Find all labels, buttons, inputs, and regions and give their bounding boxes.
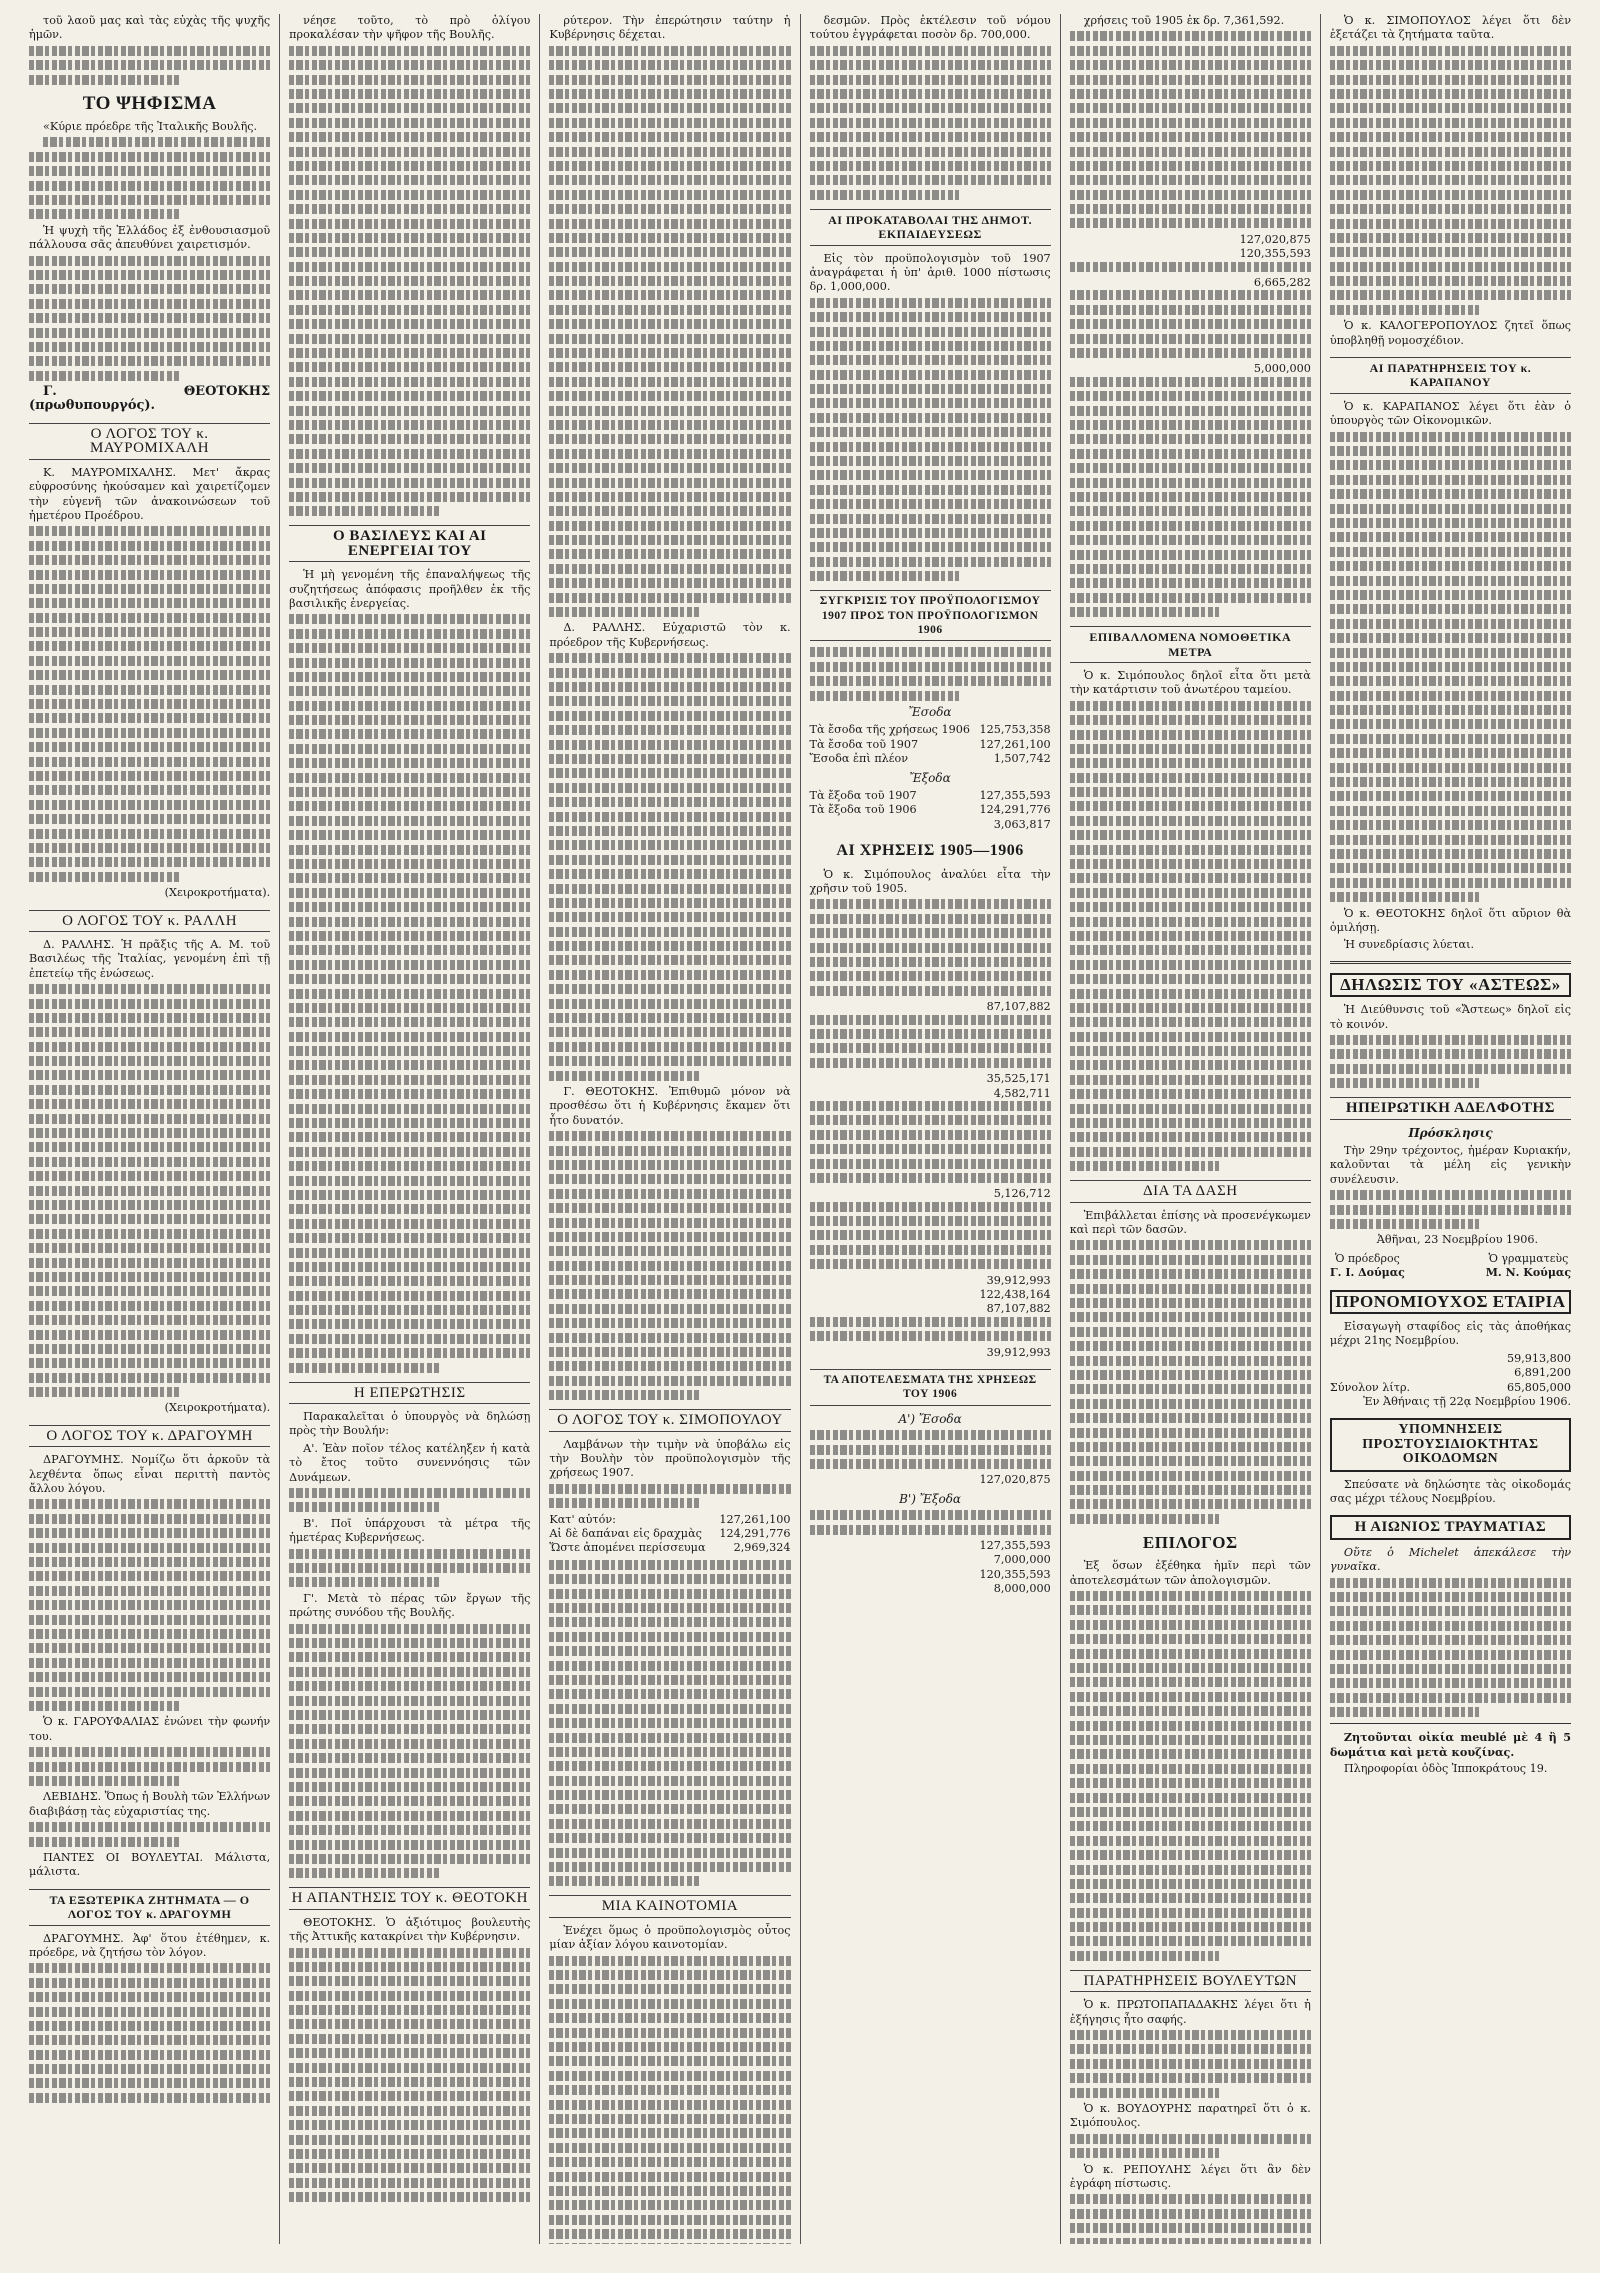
ralli-reply: Δ. ΡΑΛΛΗΣ. Εὐχαριστῶ τὸν κ. πρόεδρον τῆς Κυβερνήσεως.	[549, 621, 791, 649]
chr-row-1: 87,107,882	[986, 1000, 1051, 1014]
das-p1: Ἐπιβάλλεται ἐπίσης νὰ προσενέγκωμεν καὶ περὶ τῶν δασῶν.	[1069, 1208, 1311, 1237]
heading-apantisis: Η ΑΠΑΝΤΗΣΙΣ ΤΟΥ κ. ΘΕΟΤΟΚΗ	[289, 1887, 530, 1909]
theotokis-note: Ὁ κ. ΘΕΟΤΟΚΗΣ δηλοῖ ὅτι αὔριον θὰ ὁμιλήσῃ.	[1329, 906, 1572, 934]
heading-vasileis: Ο ΒΑΣΙΛΕΥΣ ΚΑΙ ΑΙ ΕΝΕΡΓΕΙΑΙ ΤΟΥ	[289, 525, 530, 562]
heading-simopoulos: Ο ΛΟΓΟΣ ΤΟΥ κ. ΣΙΜΟΠΟΥΛΟΥ	[549, 1409, 790, 1431]
heading-apotelesmata: ΤΑ ΑΠΟΤΕΛΕΣΜΑΤΑ ΤΗΣ ΧΡΗΣΕΩΣ ΤΟΥ 1906	[810, 1369, 1051, 1406]
heading-chriseis: ΑΙ ΧΡΗΣΕΙΣ 1905—1906	[836, 842, 1024, 860]
et-row-2: 6,891,200	[1514, 1366, 1572, 1380]
column-5	[1060, 14, 1320, 2244]
epil-p1: Ἐξ ὅσων ἐξέθηκα ἡμῖν περὶ τῶν ἀποτελεσμάτων τῶν ἀπολογισμῶν.	[1069, 1559, 1311, 1587]
zitountai-addr: Πληροφορίαι ὁδὸς Ἱπποκράτους 19.	[1343, 1762, 1548, 1776]
chr-row-6: 122,438,164	[979, 1288, 1051, 1302]
heading-epiroteis: Η ΕΠΕΡΩΤΗΣΙΣ	[289, 1382, 530, 1404]
adel-p1: Τὴν 29ην τρέχοντος, ἡμέραν Κυριακήν, καλοῦνται τὰ μέλη εἰς γενικὴν συνέλευσιν.	[1329, 1143, 1572, 1186]
heading-etairia: ΠΡΟΝΟΜΙΟΥΧΟΣ ΕΤΑΙΡΙΑ	[1330, 1290, 1571, 1314]
psifisma-p2: Ἡ ψυχὴ τῆς Ἑλλάδος ἐξ ἐνθουσιασμοῦ πάλλουσα σᾶς ἀπευθύνει χαιρετισμόν.	[29, 223, 271, 252]
chr-row-3: 4,582,711	[993, 1086, 1051, 1100]
col5-row-2: 120,355,593	[1239, 247, 1311, 261]
exot-p1: ΔΡΑΓΟΥΜΗΣ. Ἀφ' ὅτου ἐτέθημεν, κ. πρόεδρε, νὰ ζητήσω τὸν λόγον.	[29, 1931, 271, 1959]
par-p3: Ὁ κ. ΡΕΠΟΥΛΗΣ λέγει ὅτι ἂν δὲν ἐγράφη πίστωσις.	[1069, 2162, 1311, 2191]
epir-b: Β'. Ποῖ ὑπάρχουσι τὰ μέτρα τῆς ἡμετέρας Κυβερνήσεως.	[289, 1516, 531, 1545]
kain-p1: Ἐνέχει ὅμως ὁ προϋπολογισμὸς οὗτος μίαν ἀξίαν λόγου καινοτομίαν.	[549, 1923, 791, 1952]
cmp-row-4: Τὰ ἔξοδα τοῦ 1907 127,355,593	[809, 788, 1051, 802]
heading-nomothetika: ΕΠΙΒΑΛΛΟΜΕΝΑ ΝΟΜΟΘΕΤΙΚΑ ΜΕΤΡΑ	[1070, 626, 1311, 663]
epir-a: Α'. Ἐὰν ποῖον τέλος κατέληξεν ἡ κατὰ τὸ ἔτος τοῦτο συνεννόησις τῶν Δυνάμεων.	[289, 1441, 531, 1484]
heading-sygkrisis: ΣΥΓΚΡΙΣΙΣ ΤΟΥ ΠΡΟΫΠΟΛΟΓΙΣΜΟΥ 1907 ΠΡΟΣ ΤΟΝ ΠΡΟΫΠΟΛΟΓΙΣΜΟΝ 1906	[810, 590, 1051, 641]
heading-psifisma: ΤΟ ΨΗΦΙΣΜΑ	[82, 92, 217, 114]
column-6	[1320, 14, 1580, 2244]
et-date: Ἐν Ἀθήναις τῇ 22ᾳ Νοεμβρίου 1906.	[1363, 1395, 1572, 1409]
garoufalias: Ὁ κ. ΓΑΡΟΥΦΑΛΙΑΣ ἐνώνει τὴν φωνήν του.	[29, 1715, 271, 1743]
par-p1: Ὁ κ. ΠΡΩΤΟΠΑΠΑΔΑΚΗΣ λέγει ὅτι ἡ ἐξήγησις ἦτο σαφής.	[1069, 1998, 1311, 2026]
lysis: Ἡ συνεδρίασις λύεται.	[1343, 938, 1475, 952]
heading-prokatavolai: ΑΙ ΠΡΟΚΑΤΑΒΟΛΑΙ ΤΗΣ ΔΗΜΟΤ. ΕΚΠΑΙΔΕΥΣΕΩΣ	[810, 209, 1051, 246]
budget-row-expenses: Αἱ δὲ δαπάναι εἰς δραχμὰς 124,291,776	[549, 1527, 791, 1541]
chr-row-2: 35,525,171	[986, 1072, 1051, 1086]
col6-p1: Ὁ κ. ΣΙΜΟΠΟΥΛΟΣ λέγει ὅτι δὲν ἐξετάζει τὰ ζητήματα ταῦτα.	[1329, 14, 1572, 42]
column-1	[20, 14, 279, 2244]
cmp-row-3: Ἔσοδα ἐπὶ πλέον 1,507,742	[809, 752, 1051, 766]
col3-p1: ρύτερον. Τὴν ἐπερώτησιν ταύτην ἡ Κυβέρνησις δέχεται.	[549, 14, 791, 42]
pantes: ΠΑΝΤΕΣ ΟΙ ΒΟΥΛΕΥΤΑΙ. Μάλιστα, μάλιστα.	[29, 1850, 271, 1879]
theotokis-reply: Γ. ΘΕΟΤΟΚΗΣ. Ἐπιθυμῶ μόνον νὰ προσθέσω ὅτι ἡ Κυβέρνησις ἔκαμεν ὅτι ἦτο δυνατόν.	[549, 1084, 791, 1127]
chr-row-7: 87,107,882	[986, 1302, 1051, 1316]
cmp-row-5: Τὰ ἔξοδα τοῦ 1906 124,291,776	[809, 803, 1051, 817]
adel-sign-b: Ὁ γραμματεὺς Μ. Ν. Κούμας	[1485, 1251, 1572, 1280]
opening-text: τοῦ λαοῦ μας καὶ τὰς εὐχὰς τῆς ψυχῆς ἡμῶν.	[29, 14, 271, 42]
heading-dilosis: ΔΗΛΩΣΙΣ ΤΟΥ «ΑΣΤΕΩΣ»	[1330, 973, 1571, 997]
chr-row-8: 39,912,993	[986, 1345, 1051, 1359]
epir-c: Γ'. Μετὰ τὸ πέρας τῶν ἔργων τῆς πρώτης συνόδου τῆς Βουλῆς.	[289, 1591, 531, 1620]
chr-row-4: 5,126,712	[993, 1187, 1051, 1201]
heading-paratiriseis: ΠΑΡΑΤΗΡΗΣΕΙΣ ΒΟΥΛΕΥΤΩΝ	[1070, 1970, 1311, 1992]
col5-p1: χρήσεις τοῦ 1905 ἐκ δρ. 7,361,592.	[1083, 14, 1285, 27]
column-4	[800, 14, 1060, 2244]
budget-row-revenue: Κατ' αὐτόν: 127,261,100	[549, 1512, 791, 1526]
epir-intro: Παρακαλεῖται ὁ ὑπουργὸς νὰ δηλώσῃ πρὸς τὴν Βουλήν:	[289, 1410, 531, 1438]
psifisma-p1: «Κύριε πρόεδρε τῆς Ἰταλικῆς Βουλῆς.	[43, 120, 258, 133]
heading-kainotomia: ΜΙΑ ΚΑΙΝΟΤΟΜΙΑ	[549, 1895, 790, 1917]
apot-row-4: 120,355,593	[979, 1567, 1051, 1581]
heading-ypomniseis: ΥΠΟΜΝΗΣΕΙΣ ΠΡΟΣΤΟΥΣΙΔΙΟΚΤΗΤΑΣ ΟΙΚΟΔΟΜΩΝ	[1330, 1418, 1571, 1471]
et-p1: Εἰσαγωγὴ σταφίδος εἰς τὰς ἀποθήκας μέχρι 21ης Νοεμβρίου.	[1329, 1320, 1572, 1348]
et-row-1: 59,913,800	[1506, 1351, 1572, 1365]
prosklisis: Πρόσκλησις	[1408, 1125, 1493, 1140]
zitountai: Ζητοῦνται οἰκία meublé μὲ 4 ἢ 5 δωμάτια καὶ μετὰ κουζίνας.	[1329, 1730, 1572, 1759]
heading-epilogos: ΕΠΙΛΟΓΟΣ	[1142, 1532, 1238, 1552]
signature: Γ. ΘΕΟΤΟΚΗΣ (πρωθυπουργός).	[29, 384, 271, 414]
prok-p1: Εἰς τὸν προϋπολογισμὸν τοῦ 1907 ἀναγράφεται ἡ ὑπ' ἀριθ. 1000 πίστωσις δρ. 1,000,000.	[809, 251, 1051, 294]
budget-row-surplus: Ὥστε ἀπομένει περίσσευμα 2,969,324	[549, 1541, 791, 1555]
cmp-row-6: 3,063,817	[993, 817, 1051, 831]
mavro-p1: Κ. ΜΑΥΡΟΜΙΧΑΛΗΣ. Μετ' ἄκρας εὐφροσύνης ἠκούσαμεν καὶ χαιρετίζομεν τὴν εὐγενῆ τῶν ἀνακοινώσεων τοῦ ἡμετέρου Προέδρου.	[29, 465, 271, 522]
levidis: ΛΕΒΙΔΗΣ. Ὅπως ἡ Βουλὴ τῶν Ἑλλήνων διαβιβάσῃ τὰς εὐχαριστίας της.	[29, 1790, 271, 1818]
col5-row-1: 127,020,875	[1239, 232, 1311, 246]
kalogeropoulos: Ὁ κ. ΚΑΛΟΓΕΡΟΠΟΥΛΟΣ ζητεῖ ὅπως ὑποβληθῇ νομοσχέδιον.	[1329, 319, 1572, 347]
heading-karapanou: ΑΙ ΠΑΡΑΤΗΡΗΣΕΙΣ ΤΟΥ κ. ΚΑΡΑΠΑΝΟΥ	[1330, 357, 1571, 394]
vas-p1: Ἡ μὴ γενομένη τῆς ἐπαναλήψεως τῆς συζητήσεως ἀπόφασις προῆλθεν ἐκ τῆς βασιλικῆς ἐνεργείας.	[289, 568, 531, 610]
apot-row-2: 127,355,593	[979, 1539, 1051, 1553]
heading-exoteriki: ΤΑ ΕΞΩΤΕΡΙΚΑ ΖΗΤΗΜΑΤΑ — Ο ΛΟΓΟΣ ΤΟΥ κ. ΔΡΑΓΟΥΜΗ	[29, 1889, 270, 1926]
sub-a-esoda: Α') Ἔσοδα	[898, 1411, 962, 1426]
cmp-row-2: Τὰ ἔσοδα τοῦ 1907 127,261,100	[809, 737, 1051, 751]
trav-p1: Οὔτε ὁ Michelet ἀπεκάλεσε τὴν γυναῖκα.	[1329, 1545, 1572, 1574]
adel-signatures	[1330, 1252, 1571, 1281]
apot-row-1: 127,020,875	[979, 1473, 1051, 1487]
col2-p1: νέησε τοῦτο, τὸ πρὸ ὀλίγου προκαλέσαν τὴν ψῆφον τῆς Βουλῆς.	[289, 14, 531, 42]
newspaper-page	[20, 14, 1580, 2244]
col5-row-3: 6,665,282	[1253, 276, 1311, 290]
cmp-row-1: Τὰ ἔσοδα τῆς χρήσεως 1906 125,753,358	[809, 723, 1051, 737]
sub-esoda-1: Ἔσοδα	[908, 704, 952, 719]
apant-p1: ΘΕΟΤΟΚΗΣ. Ὁ ἀξιότιμος βουλευτὴς τῆς Ἀττικῆς κατακρίνει τὴν Κυβέρνησιν.	[289, 1915, 531, 1944]
heading-traumatias: Η ΑΙΩΝΙΟΣ ΤΡΑΥΜΑΤΙΑΣ	[1330, 1515, 1571, 1539]
heading-adelfotis: ΗΠΕΙΡΩΤΙΚΗ ΑΔΕΛΦΟΤΗΣ	[1330, 1097, 1571, 1119]
kar-p1: Ὁ κ. ΚΑΡΑΠΑΝΟΣ λέγει ὅτι ἐὰν ὁ ὑπουργὸς τῶν Οἰκονομικῶν.	[1329, 399, 1572, 428]
column-3	[539, 14, 799, 2244]
adel-sign-a: Ὁ πρόεδρος Γ. Ι. Δούμας	[1329, 1251, 1405, 1280]
et-row-total: Σύνολον λίτρ. 65,805,000	[1329, 1380, 1572, 1394]
par-p2: Ὁ κ. ΒΟΥΔΟΥΡΗΣ παρατηρεῖ ὅτι ὁ κ. Σιμόπουλος.	[1069, 2102, 1311, 2130]
heading-dragoumi: Ο ΛΟΓΟΣ ΤΟΥ κ. ΔΡΑΓΟΥΜΗ	[29, 1425, 270, 1447]
heading-dasi: ΔΙΑ ΤΑ ΔΑΣΗ	[1070, 1180, 1311, 1202]
chr-p1: Ὁ κ. Σιμόπουλος ἀναλύει εἶτα τὴν χρῆσιν τοῦ 1905.	[809, 867, 1051, 896]
simo-p1: Λαμβάνων τὴν τιμὴν νὰ ὑποβάλω εἰς τὴν Βουλὴν τὸν προϋπολογισμὸν τῆς χρήσεως 1907.	[549, 1437, 791, 1480]
apot-row-5: 8,000,000	[993, 1582, 1051, 1596]
heading-ralli: Ο ΛΟΓΟΣ ΤΟΥ κ. ΡΑΛΛΗ	[29, 910, 270, 932]
chr-row-5: 39,912,993	[986, 1273, 1051, 1287]
dil-p1: Ἡ Διεύθυνσις τοῦ «Ἄστεως» δηλοῖ εἰς τὸ κοινόν.	[1329, 1003, 1572, 1031]
sub-exoda-1: Ἔξοδα	[909, 770, 951, 785]
sub-b-exoda: Β') Ἔξοδα	[899, 1491, 962, 1506]
heading-mavromichalis: Ο ΛΟΓΟΣ ΤΟΥ κ. ΜΑΥΡΟΜΙΧΑΛΗ	[29, 423, 270, 460]
ralli-end: (Χειροκροτήματα).	[164, 1401, 271, 1415]
apot-row-3: 7,000,000	[993, 1553, 1051, 1567]
nom-p1: Ὁ κ. Σιμόπουλος δηλοῖ εἶτα ὅτι μετὰ τὴν κατάρτισιν τοῦ ἀνωτέρου ταμείου.	[1069, 668, 1311, 697]
col4-p1: δεσμῶν. Πρὸς ἐκτέλεσιν τοῦ νόμου τούτου ἐγγράφεται ποσὸν δρ. 700,000.	[809, 14, 1051, 42]
dragoumi-p1: ΔΡΑΓΟΥΜΗΣ. Νομίζω ὅτι ἀρκοῦν τὰ λεχθέντα ὅπως εἶναι περιττὴ παντὸς ἄλλου λόγου.	[29, 1453, 271, 1496]
ypo-p1: Σπεύσατε νὰ δηλώσητε τὰς οἰκοδομάς σας μέχρι τέλους Νοεμβρίου.	[1329, 1477, 1572, 1506]
ralli-p1: Δ. ΡΑΛΛΗΣ. Ἡ πρᾶξις τῆς Α. Μ. τοῦ Βασιλέως τῆς Ἰταλίας, γενομένη ἐπὶ τῇ ἐπετείῳ τῆς ἐνώσεως.	[29, 937, 271, 980]
adel-date: Ἀθῆναι, 23 Νοεμβρίου 1906.	[1376, 1233, 1539, 1247]
col5-row-4: 5,000,000	[1253, 362, 1311, 376]
column-2	[279, 14, 539, 2244]
mavro-end: (Χειροκροτήματα).	[164, 886, 271, 900]
